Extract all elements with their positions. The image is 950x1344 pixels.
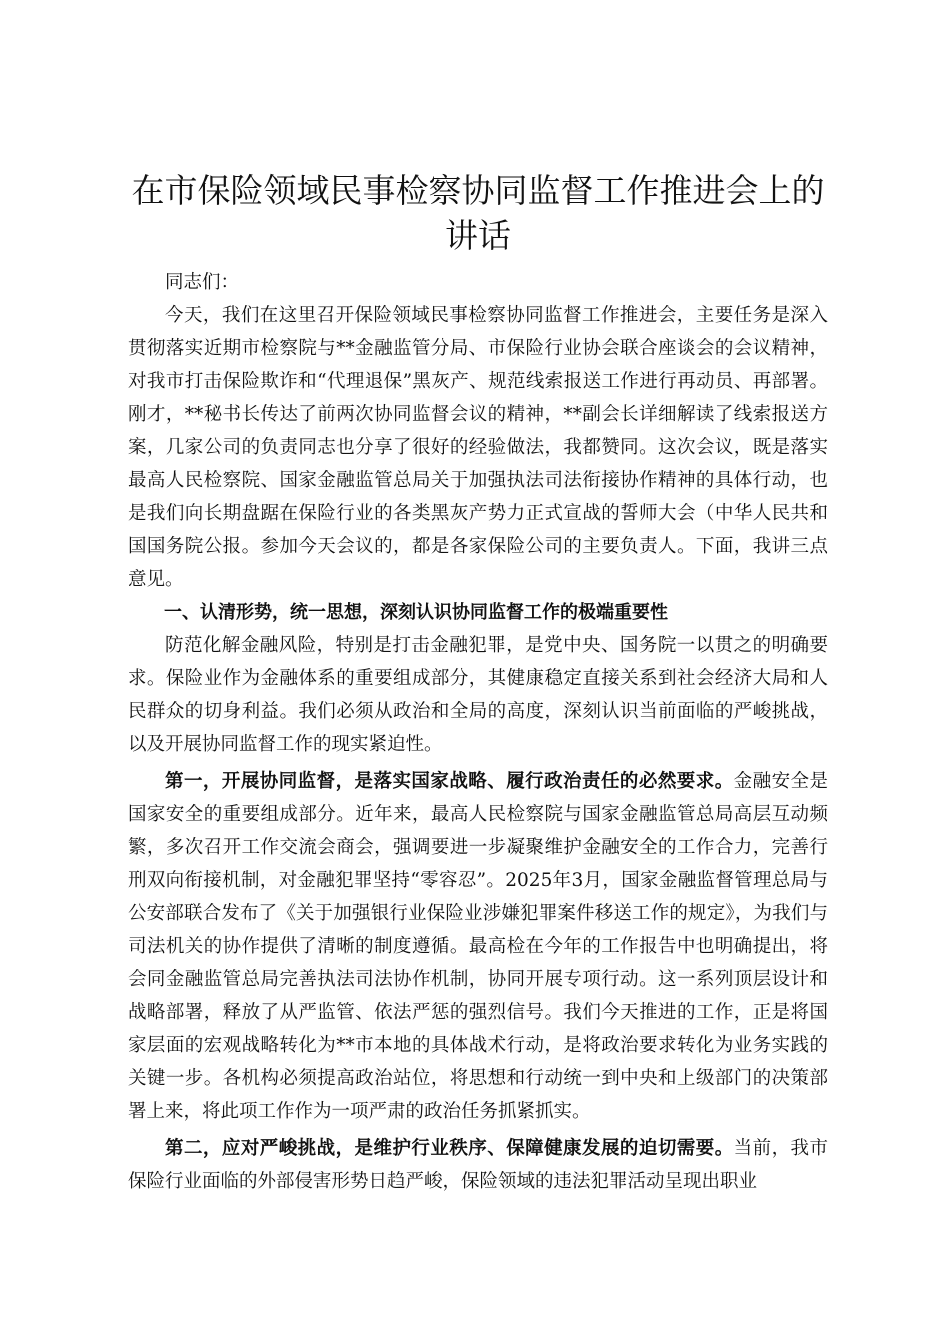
- section-1-paragraph: 防范化解金融风险，特别是打击金融犯罪，是党中央、国务院一以贯之的明确要求。保险业作为金融体系的重要组成部分，其健康稳定直接关系到社会经济大局和人民群众的切身利益。我们必须从政治和全局的高度，深刻认识当前面临的严峻挑战，以及开展协同监督工作的现实紧迫性。: [128, 635, 828, 755]
- point-2-body: 当前，我市保险行业面临的外部侵害形势日趋严峻，保险领域的违法犯罪活动呈现出职业: [128, 1138, 828, 1192]
- point-2-lead: 第二，应对严峻挑战，是维护行业秩序、保障健康发展的迫切需要。: [165, 1138, 734, 1159]
- point-1-body: 金融安全是国家安全的重要组成部分。近年来，最高人民检察院与国家金融监管总局高层互动频繁，多次召开工作交流会商会，强调要进一步凝聚维护金融安全的工作合力，完善行刑双向衔接机制，对金融犯罪坚持“零容忍”。2025年3月，国家金融监督管理总局与公安部联合发布了《关于加强银行业保险业涉嫌犯罪案件移送工作的规定》，为我们与司法机关的协作提供了清晰的制度遵循。最高检在今年的工作报告中也明确提出，将会同金融监管总局完善执法司法协作机制，协同开展专项行动。这一系列顶层设计和战略部署，释放了从严监管、依法严惩的强烈信号。我们今天推进的工作，正是将国家层面的宏观战略转化为**市本地的具体战术行动，是将政治要求转化为业务实践的关键一步。各机构必须提高政治站位，将思想和行动统一到中央和上级部门的决策部署上来，将此项工作作为一项严肃的政治任务抓紧抓实。: [128, 771, 828, 1122]
- salutation: 同志们：: [165, 272, 240, 293]
- point-2-paragraph: [128, 1132, 828, 1198]
- point-1-paragraph: [128, 765, 828, 1128]
- section-heading-1: 一、认清形势，统一思想，深刻认识协同监督工作的极端重要性: [164, 602, 668, 623]
- intro-paragraph: 今天，我们在这里召开保险领域民事检察协同监督工作推进会，主要任务是深入贯彻落实近期市检察院与**金融监管分局、市保险行业协会联合座谈会的会议精神，对我市打击保险欺诈和“代理退保”黑灰产、规范线索报送工作进行再动员、再部署。刚才，**秘书长传达了前两次协同监督会议的精神，**副会长详细解读了线索报送方案，几家公司的负责同志也分享了很好的经验做法，我都赞同。这次会议，既是落实最高人民检察院、国家金融监管总局关于加强执法司法衔接协作精神的具体行动，也是我们向长期盘踞在保险行业的各类黑灰产势力正式宣战的誓师大会（中华人民共和国国务院公报。参加今天会议的，都是各家保险公司的主要负责人。下面，我讲三点意见。: [128, 305, 828, 590]
- document-body: [128, 168, 828, 1198]
- document-title: 在市保险领域民事检察协同监督工作推进会上的讲话: [131, 171, 825, 255]
- point-1-lead: 第一，开展协同监督，是落实国家战略、履行政治责任的必然要求。: [165, 771, 734, 792]
